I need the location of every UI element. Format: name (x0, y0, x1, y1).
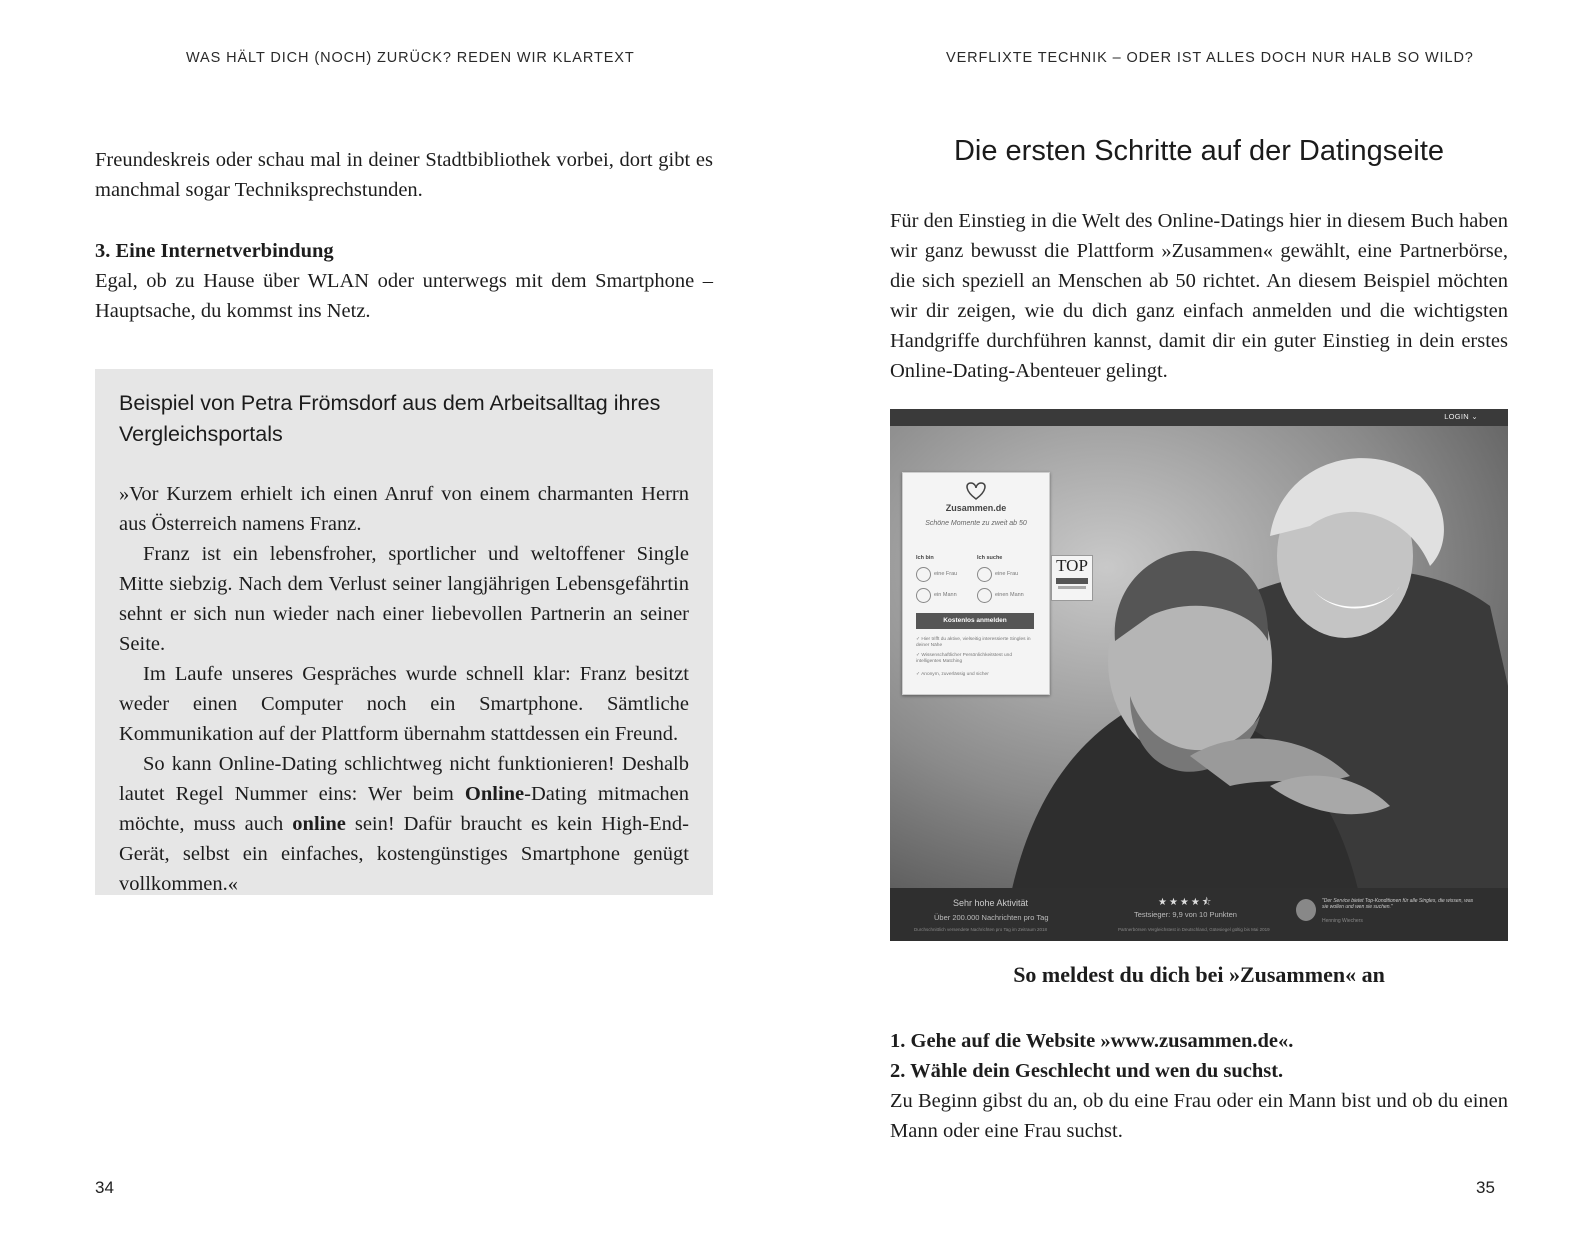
screenshot-bottombar (890, 888, 1508, 941)
page-number-right: 35 (1476, 1178, 1495, 1197)
infobox-paragraph-4 (119, 749, 689, 899)
step-1: 1. Gehe auf die Website »www.zusammen.de«. (890, 1030, 1294, 1052)
intro-paragraph-right: Für den Einstieg in die Welt des Online-Datings hier in diesem Buch haben wir ganz bewusst die Plattform »Zusammen« gewählt, eine Partnerbörse, die sich speziell an Menschen ab 50 richtet. An diesem Beispiel möchten wir dir zeigen, wie du dich ganz einfach anmelden und die wichtigsten Handgriffe durchführen kannst, damit dir ein guter Einstieg in dein erstes Online-Dating-Abenteuer gelingt. (890, 210, 1508, 382)
infobox-paragraph-3: Im Laufe unseres Gespräches wurde schnell klar: Franz besitzt weder einen Computer noch ein Smartphone. Sämtliche Kommunikation auf der Plattform übernahm stattdessen ein Freund. (119, 663, 689, 745)
point3-text: Egal, ob zu Hause über WLAN oder unterwegs mit dem Smartphone – Hauptsache, du kommst ins Netz. (95, 270, 713, 322)
intro-paragraph-left: Freundeskreis oder schau mal in deiner Stadtbibliothek vorbei, dort gibt es manchmal sogar Techniksprechstunden. (95, 149, 713, 201)
activity-sub: Über 200.000 Nachrichten pro Tag (934, 913, 1049, 922)
right-page (797, 0, 1594, 1240)
top-badge (1051, 555, 1093, 601)
website-screenshot (890, 409, 1508, 941)
reviewer-avatar (1296, 899, 1316, 921)
p4-bold1: Online (464, 783, 525, 805)
col-ich-bin: Ich bin (916, 555, 934, 561)
p4-part3: sein! Dafür braucht es kein High-End-Gerät, selbst ein einfaches, kostengünstiges Smartphone genügt vollkommen.« (119, 813, 689, 895)
female-option-icon[interactable] (916, 567, 931, 582)
badge-line (1058, 586, 1086, 589)
card-brand: Zusammen.de (945, 503, 1007, 513)
badge-top-text: TOP (1056, 556, 1088, 575)
page-number-left: 34 (95, 1178, 114, 1197)
card-tagline: Schöne Momente zu zweit ab 50 (925, 520, 1027, 527)
activity-title: Sehr hohe Aktivität (953, 898, 1029, 908)
section-title: Die ersten Schritte auf der Datingseite (953, 135, 1445, 167)
male-seek-icon[interactable] (977, 588, 992, 603)
opt-mann-1[interactable]: ein Mann (934, 592, 957, 598)
rating-stars-icon: ★★★★⯪ (1158, 897, 1214, 908)
activity-tiny: Durchschnittlich versendete Nachrichten pro Tag im Zeitraum 2018 (914, 927, 1047, 932)
point3-heading: 3. Eine Internetverbindung (95, 240, 334, 262)
screenshot-caption: So meldest du dich bei »Zusammen« an (1013, 962, 1385, 987)
opt-mann-2[interactable]: einen Mann (995, 592, 1024, 598)
col-ich-suche: Ich suche (977, 555, 1003, 561)
step-2-text: Zu Beginn gibst du an, ob du eine Frau oder ein Mann bist und ob du einen Mann oder eine Frau suchst. (890, 1090, 1508, 1142)
infobox-text (119, 479, 689, 899)
registration-card (902, 472, 1050, 695)
login-link: LOGIN ⌄ (1444, 412, 1478, 421)
running-head-right: VERFLIXTE TECHNIK – ODER IST ALLES DOCH NUR HALB SO WILD? (946, 50, 1474, 66)
opt-frau-2[interactable]: eine Frau (995, 571, 1019, 577)
reviewer-quote: "Der Service bietet Top-Konditionen für alle Singles, die wissen, was sie wollen und wen sie suchen." (1322, 898, 1474, 910)
p4-part1: So kann Online-Dating schlichtweg nicht funktionieren! Deshalb lautet Regel Nummer eins: Wer beim (119, 753, 689, 805)
infobox-title: Beispiel von Petra Frömsdorf aus dem Arbeitsalltag ihres Vergleichsportals (119, 391, 661, 446)
register-button[interactable]: Kostenlos anmelden (916, 613, 1034, 629)
badge-ribbon (1056, 578, 1088, 584)
card-bullet-1: ✓ Hier trifft du aktive, vielseitig interessierte Singles in deiner Nähe (916, 637, 1031, 648)
infobox-paragraph-2: Franz ist ein lebensfroher, sportlicher und weltoffener Single Mitte siebzig. Nach dem Verlust seiner langjährigen Lebensgefährtin sehnt er sich nun wieder nach einer liebevollen Partnerin an seiner Seite. (119, 543, 689, 655)
reviewer-name: Henning Wiechers (1322, 918, 1363, 924)
male-option-icon[interactable] (916, 588, 931, 603)
test-tiny: Partnerbörsen Vergleichstest in Deutschland, Gütesiegel gültig bis Mai 2019 (1118, 927, 1270, 932)
card-bullet-3: ✓ Anonym, zuverlässig und sicher (916, 672, 989, 677)
screenshot-topbar (890, 409, 1508, 426)
example-infobox (95, 369, 713, 895)
opt-frau-1[interactable]: eine Frau (934, 571, 958, 577)
female-seek-icon[interactable] (977, 567, 992, 582)
heart-logo-icon (963, 481, 989, 501)
infobox-paragraph-1: »Vor Kurzem erhielt ich einen Anruf von einem charmanten Herrn aus Österreich namens Franz. (119, 483, 689, 535)
running-head-left: WAS HÄLT DICH (NOCH) ZURÜCK? REDEN WIR KLARTEXT (186, 50, 635, 66)
p4-part2: -Dating mitmachen möchte, muss auch (119, 783, 689, 835)
p4-bold2: online (292, 813, 346, 835)
step-2: 2. Wähle dein Geschlecht und wen du suchst. (890, 1060, 1284, 1082)
card-bullet-2: ✓ Wissenschaftlicher Persönlichkeitstest und intelligentes Matching (916, 653, 1012, 664)
test-winner: Testsieger: 9,9 von 10 Punkten (1134, 910, 1237, 919)
